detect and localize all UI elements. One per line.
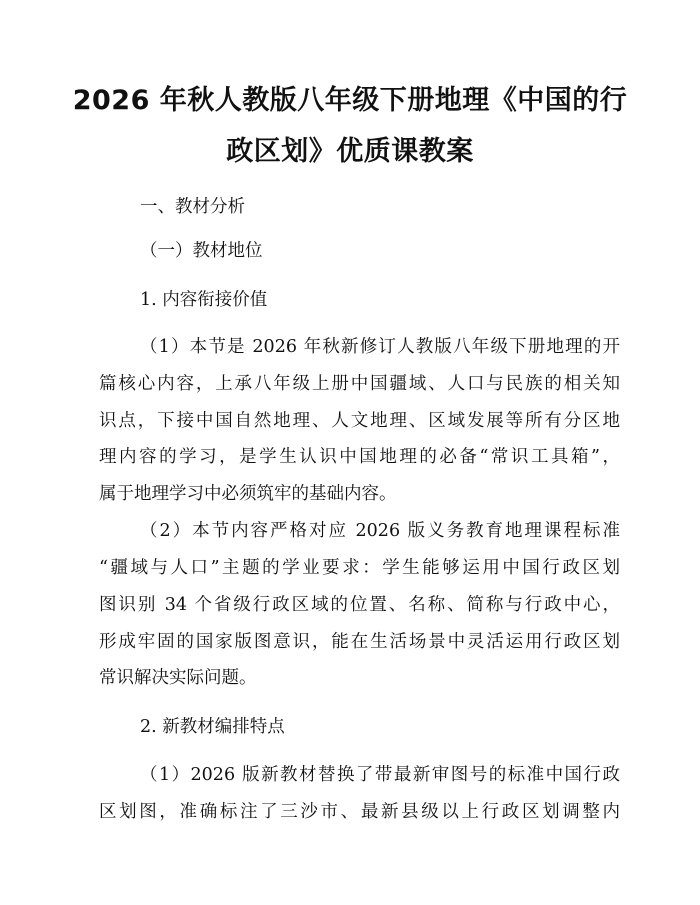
paragraph-1-line-1: （1）本节是 2026 年秋新修订人教版八年级下册地理的开 — [140, 337, 620, 357]
paragraph-2-line-5: 常识解决实际问题。 — [99, 668, 257, 688]
paragraph-3-line-2: 区划图，准确标注了三沙市、最新县级以上行政区划调整内 — [99, 802, 620, 822]
item-heading-new-textbook-features: 2. 新教材编排特点 — [140, 717, 285, 737]
paragraph-1-line-3: 识点，下接中国自然地理、人文地理、区域发展等所有分区地 — [99, 411, 620, 431]
paragraph-1-line-2: 篇核心内容，上承八年级上册中国疆域、人口与民族的相关知 — [99, 374, 620, 394]
paragraph-2-line-4: 形成牢固的国家版图意识，能在生活场景中灵活运用行政区划 — [99, 632, 620, 652]
subsection-heading-material-status: （一）教材地位 — [140, 241, 263, 261]
section-heading-teaching-material-analysis: 一、教材分析 — [140, 197, 245, 217]
paragraph-2-line-1: （2）本节内容严格对应 2026 版义务教育地理课程标准 — [140, 521, 620, 541]
paragraph-1-line-4: 理内容的学习，是学生认识中国地理的必备“常识工具箱”， — [99, 447, 620, 467]
paragraph-2-line-3: 图识别 34 个省级行政区域的位置、名称、简称与行政中心， — [99, 595, 620, 615]
paragraph-1-line-5: 属于地理学习中必须筑牢的基础内容。 — [99, 484, 397, 504]
paragraph-3-line-1: （1）2026 版新教材替换了带最新审图号的标准中国行政 — [140, 765, 620, 785]
document-title-line-1: 2026 年秋人教版八年级下册地理《中国的行 — [72, 85, 628, 116]
document-title-line-2: 政区划》优质课教案 — [226, 136, 474, 167]
paragraph-2-line-2: “疆域与人口”主题的学业要求：学生能够运用中国行政区划 — [99, 558, 620, 578]
item-heading-content-connection-value: 1. 内容衔接价值 — [140, 290, 268, 310]
